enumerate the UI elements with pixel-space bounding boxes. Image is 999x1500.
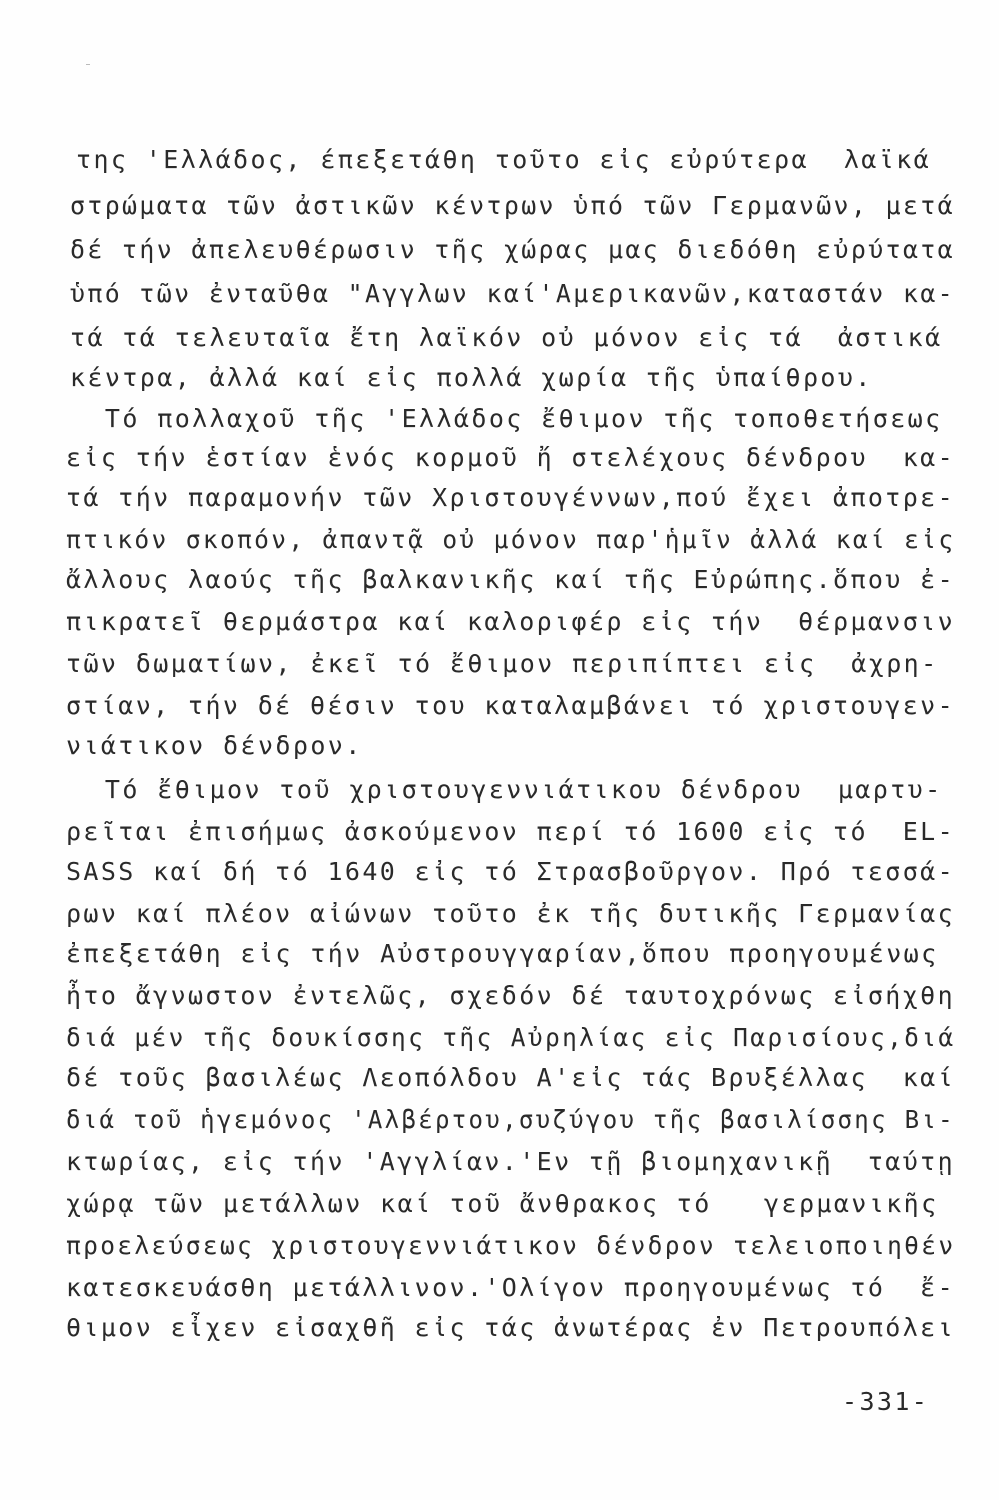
text-line: θιμον εἶχεν εἰσαχθῆ εἰς τάς ἀνωτέρας ἐν Πετρουπόλει [66,1313,956,1342]
text-line: ἄλλους λαούς τῆς βαλκανικῆς καί τῆς Εὐρώπης.ὅπου ἐ- [66,565,956,594]
text-line: εἰς τήν ἑστίαν ἑνός κορμοῦ ἤ στελέχους δένδρου κα- [66,443,956,472]
text-line: SASS καί δή τό 1640 εἰς τό Στρασβοῦργον. Πρό τεσσά- [66,857,956,886]
text-line: διά μέν τῆς δουκίσσης τῆς Αὐρηλίας εἰς Παρισίους,διά [66,1023,956,1052]
text-line: της 'Ελλάδος, έπεξετάθη τοῦτο εἰς εὐρύτερα λαϊκά [76,145,932,174]
text-line: διά τοῦ ἡγεμόνος 'Αλβέρτου,συζύγου τῆς βασιλίσσης Βι- [66,1105,955,1134]
text-line: τά τήν παραμονήν τῶν Χριστουγέννων,πού ἔχει ἀποτρε- [66,483,956,512]
text-line: δέ τήν ἀπελευθέρωσιν τῆς χώρας μας διεδόθη εὐρύτατα [70,235,956,264]
page-number: -331- [842,1387,930,1416]
text-line: πτικόν σκοπόν, ἀπαντᾷ οὐ μόνον παρ'ἡμῖν ἀλλά καί εἰς [66,525,956,554]
text-line: κέντρα, ἀλλά καί εἰς πολλά χωρία τῆς ὑπαίθρου. [70,363,873,392]
text-line: στίαν, τήν δέ θέσιν του καταλαμβάνει τό χριστουγεν- [66,691,956,720]
text-line: προελεύσεως χριστουγεννιάτικον δένδρον τελειοποιηθέν [66,1231,956,1260]
text-line: Τό ἔθιμον τοῦ χριστουγεννιάτικου δένδρου μαρτυ- [70,775,943,804]
text-line: ἦτο ἄγνωστον ἐντελῶς, σχεδόν δέ ταυτοχρόνως εἰσήχθη [66,981,956,1010]
text-line: δέ τοῦς βασιλέως Λεοπόλδου Α'εἰς τάς Βρυξέλλας καί [66,1063,956,1092]
text-line: νιάτικον δένδρον. [66,731,363,760]
text-line: ρων καί πλέον αἰώνων τοῦτο ἐκ τῆς δυτικῆς Γερμανίας [66,899,956,928]
text-line: χώρᾳ τῶν μετάλλων καί τοῦ ἄνθρακος τό γερμανικῆς [66,1189,939,1218]
text-line: τῶν δωματίων, ἐκεῖ τό ἔθιμον περιπίπτει εἰς ἀχρη- [66,649,939,678]
text-line: πικρατεῖ θερμάστρα καί καλοριφέρ εἰς τήν θέρμανσιν [66,607,956,636]
text-line: ὑπό τῶν ἐνταῦθα "Αγγλων καί'Αμερικανῶν,καταστάν κα- [70,279,956,308]
text-line: κτωρίας, εἰς τήν 'Αγγλίαν.'Εν τῇ βιομηχανικῇ ταύτῃ [66,1147,956,1176]
text-line: Τό πολλαχοῦ τῆς 'Ελλάδος ἔθιμον τῆς τοποθετήσεως [70,404,943,433]
text-line: τά τά τελευταῖα ἔτη λαϊκόν οὐ μόνον εἰς τά ἀστικά [70,323,943,352]
text-line: στρώματα τῶν ἀστικῶν κέντρων ὑπό τῶν Γερμανῶν, μετά [70,191,956,220]
text-line: ἐπεξετάθη εἰς τήν Αὐστρουγγαρίαν,ὅπου προηγουμένως [66,939,939,968]
text-line: ρεῖται ἐπισήμως ἀσκούμενον περί τό 1600 εἰς τό EL- [66,817,956,846]
text-line: κατεσκευάσθη μετάλλινον.'Ολίγον προηγουμένως τό ἔ- [66,1273,956,1302]
